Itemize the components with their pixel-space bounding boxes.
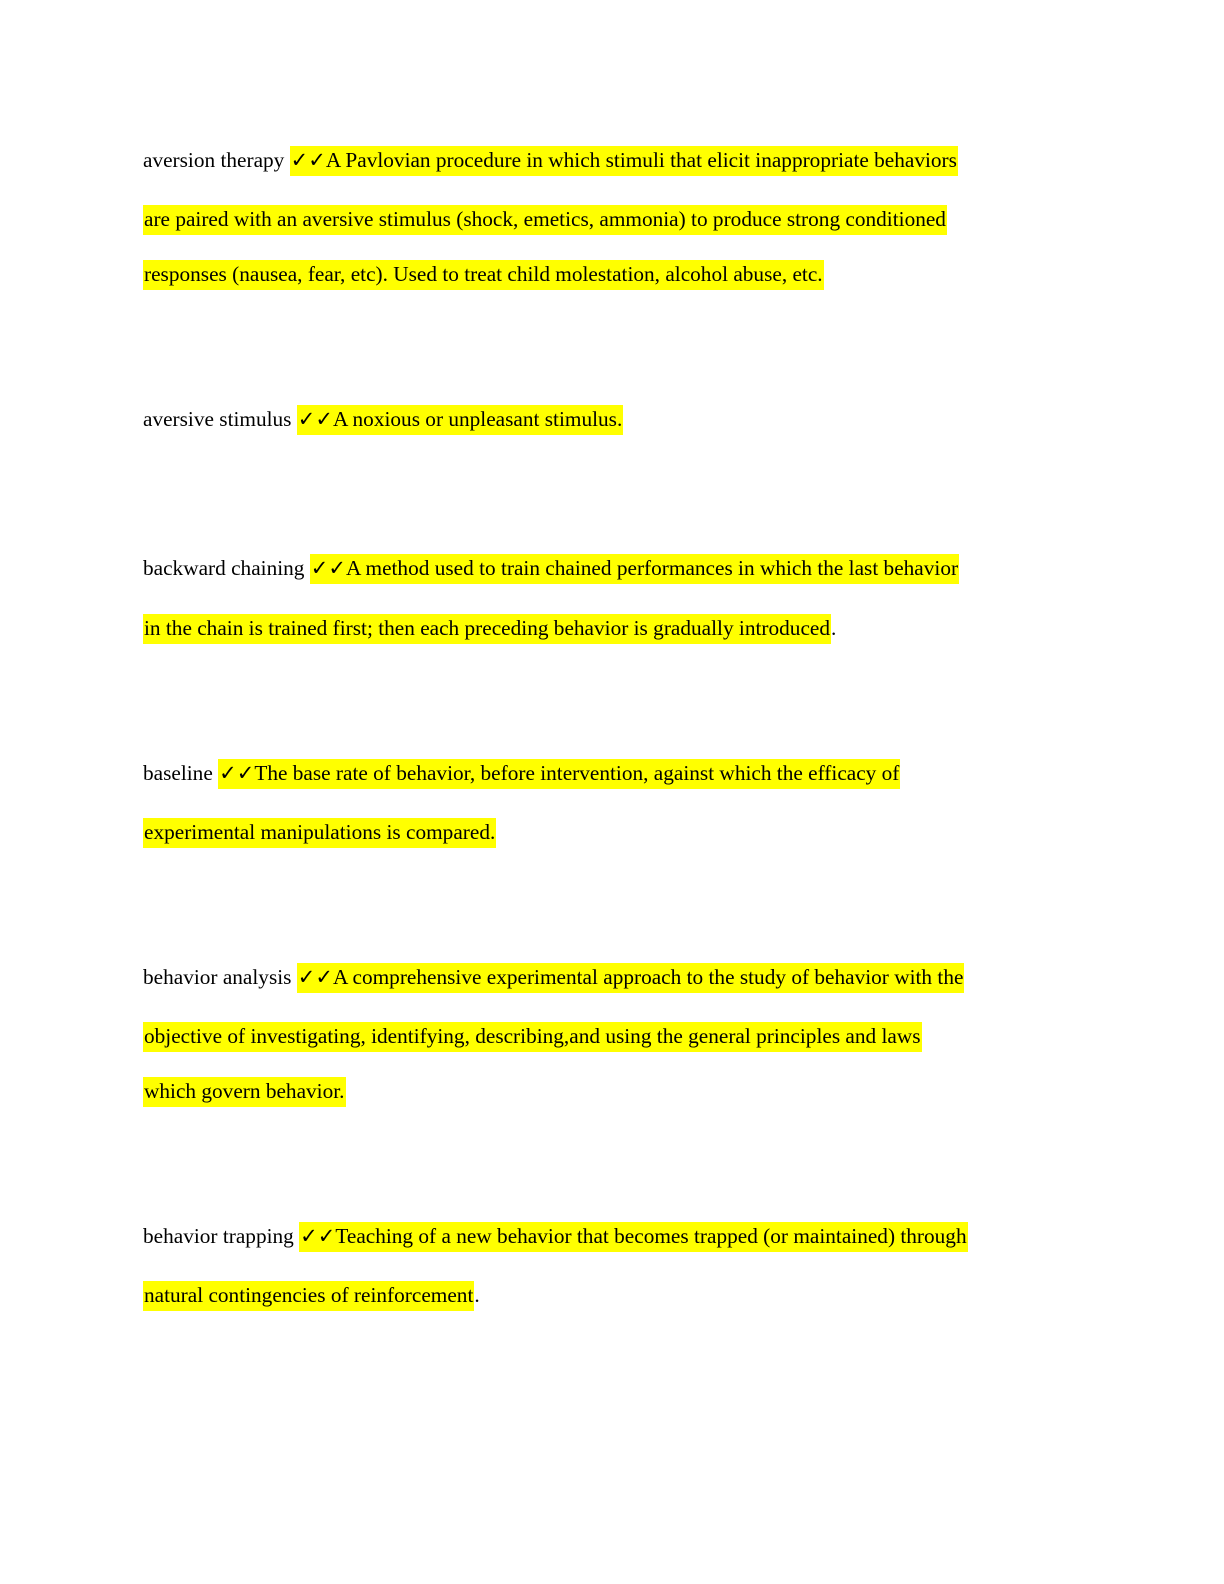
- definition-text: experimental manipulations is compared.: [143, 818, 496, 848]
- definition-highlight: [218, 759, 900, 789]
- definition-text: A method used to train chained performances in which the last behavior: [345, 556, 959, 580]
- definition-highlight: [297, 405, 623, 435]
- definition-text: are paired with an aversive stimulus (shock, emetics, ammonia) to produce strong conditioned: [143, 205, 947, 235]
- trailing-punctuation: .: [474, 1283, 480, 1307]
- check-icon: ✓✓: [300, 1224, 336, 1248]
- term-label: aversive stimulus: [143, 407, 292, 431]
- entry-backward-chaining-line-1: [143, 551, 959, 585]
- definition-text: which govern behavior.: [143, 1077, 346, 1107]
- definition-highlight: [310, 554, 959, 584]
- check-icon: ✓✓: [297, 407, 333, 431]
- term-label: aversion therapy: [143, 148, 285, 172]
- definition-highlight: [297, 963, 965, 993]
- entry-baseline-line-1: [143, 756, 900, 790]
- check-icon: ✓✓: [219, 761, 255, 785]
- definition-text: responses (nausea, fear, etc). Used to treat child molestation, alcohol abuse, etc.: [143, 260, 824, 290]
- check-icon: ✓✓: [297, 965, 333, 989]
- definition-highlight: [290, 146, 958, 176]
- definition-text: Teaching of a new behavior that becomes trapped (or maintained) through: [335, 1224, 967, 1248]
- definition-text: in the chain is trained first; then each preceding behavior is gradually introduced: [143, 614, 831, 644]
- entry-behavior-analysis-line-1: [143, 960, 964, 994]
- entry-backward-chaining-line-2: [143, 611, 836, 645]
- entry-aversion-therapy-line-3: [143, 257, 824, 291]
- definition-text: A comprehensive experimental approach to the study of behavior with the: [332, 965, 964, 989]
- trailing-punctuation: .: [831, 616, 837, 640]
- check-icon: ✓✓: [290, 148, 326, 172]
- term-label: behavior analysis: [143, 965, 292, 989]
- term-label: backward chaining: [143, 556, 305, 580]
- definition-text: The base rate of behavior, before intervention, against which the efficacy of: [254, 761, 900, 785]
- definition-text: objective of investigating, identifying, describing,and using the general principles and laws: [143, 1022, 922, 1052]
- entry-behavior-trapping-line-2: [143, 1278, 480, 1312]
- check-icon: ✓✓: [310, 556, 346, 580]
- entry-behavior-analysis-line-3: [143, 1074, 346, 1108]
- entry-aversive-stimulus-line-1: [143, 402, 623, 436]
- term-label: baseline: [143, 761, 213, 785]
- definition-text: A noxious or unpleasant stimulus.: [333, 407, 623, 431]
- definition-text: A Pavlovian procedure in which stimuli that elicit inappropriate behaviors: [325, 148, 957, 172]
- entry-baseline-line-2: [143, 815, 496, 849]
- entry-behavior-analysis-line-2: [143, 1019, 922, 1053]
- term-label: behavior trapping: [143, 1224, 294, 1248]
- entry-behavior-trapping-line-1: [143, 1219, 968, 1253]
- definition-text: natural contingencies of reinforcement: [143, 1281, 474, 1311]
- entry-aversion-therapy-line-2: [143, 202, 947, 236]
- entry-aversion-therapy-line-1: [143, 143, 958, 177]
- definition-highlight: [299, 1222, 967, 1252]
